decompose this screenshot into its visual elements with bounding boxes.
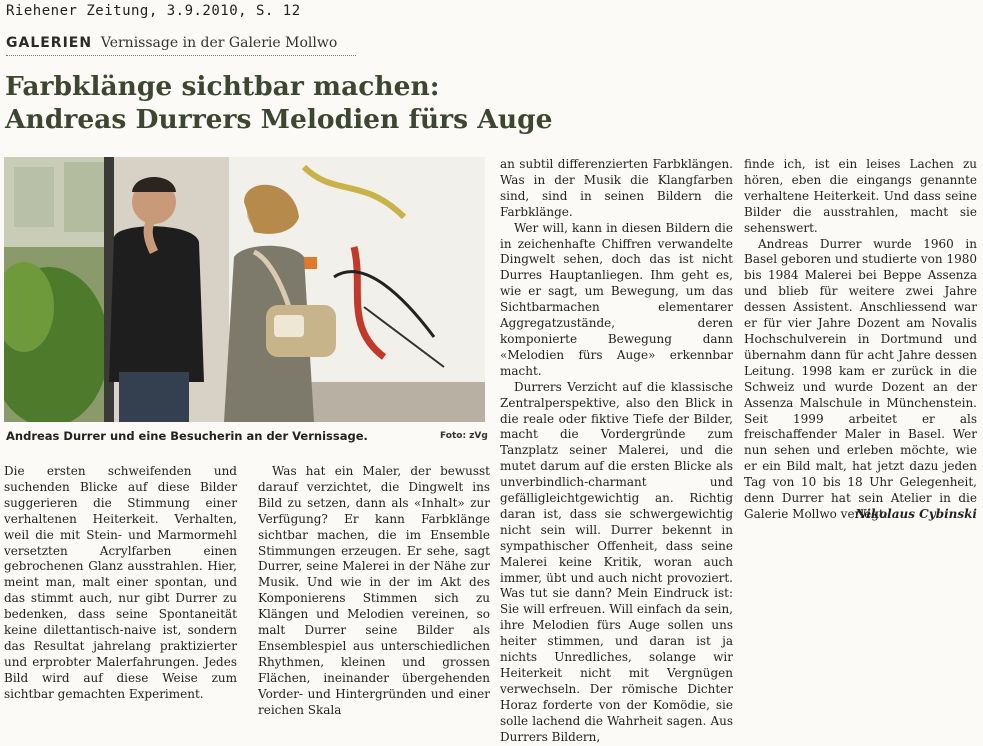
article-column-3 <box>500 157 733 746</box>
article-photo <box>4 157 485 422</box>
section-subtitle: Vernissage in der Galerie Mollwo <box>100 35 338 51</box>
paragraph: Was hat ein Maler, der bewusst darauf verzichtet, die Dingwelt ins Bild zu setzen, dann als «Inhalt» zur Verfügung? Er kann Farbklänge sichtbar machen, die im Ensemble Stimmungen erzeugen. Er sehe, sagt Durrer, seine Malerei in der Nähe zur Musik. Und wie in der im Akt des Komponierens Stimmen sich zu Klängen und Melodien vereinen, so malt Durrer seine Bilder als Ensemblespiel aus unterschiedlichen Rhythmen, kleinen und grossen Flächen, ineinander übergehenden Vorder- und Hintergründen und einer reichen Skala <box>258 464 490 717</box>
article-column-1 <box>4 464 237 703</box>
rubric-divider <box>6 55 356 56</box>
paragraph: an subtil differenzierten Farbklängen. Was in der Musik die Klangfarben sind, sind in seinen Bildern die Farbklänge. <box>500 157 733 219</box>
section-rubric <box>6 33 337 51</box>
photo-credit: Foto: zVg <box>440 431 488 441</box>
newspaper-masthead: Riehener Zeitung, 3.9.2010, S. 12 <box>6 3 301 19</box>
article-author: Nikolaus Cybinski <box>855 506 977 521</box>
section-kicker: GALERIEN <box>6 35 93 51</box>
paragraph: Die ersten schweifenden und suchenden Blicke auf diese Bilder suggerieren die Stimmung einer verhaltenen Heiterkeit. Verhalten, weil die mit Stein- und Marmormehl versetzten Acrylfarben einen gebrochenen Glanz ausstrahlen. Hier, meint man, malt einer spontan, und das stimmt auch, nur gibt Durrer zu bedenken, dass seine Spontaneität keine dilettantisch-naive ist, sondern das Resultat jahrelang praktizierter und erprobter Malerfahrungen. Jedes Bild wird auf diese Weise zum sichtbar gemachten Experiment. <box>4 464 237 701</box>
article-headline <box>5 70 565 136</box>
article-column-2 <box>258 464 490 719</box>
headline-line-2: Andreas Durrers Melodien fürs Auge <box>5 104 553 135</box>
paragraph: Wer will, kann in diesen Bildern die in zeichenhafte Chiffren verwandelte Dingwelt sehen, doch das ist nicht Durres Hauptanliegen. Ihm geht es, wie er sagt, um Bewegung, um das Sichtbarmachen elementarer Aggregatzustände, deren komponierte Bewegung dann «Melodien fürs Auge» erkennbar macht. <box>500 220 733 378</box>
headline-line-1: Farbklänge sichtbar machen: <box>5 71 440 102</box>
article-column-4 <box>744 157 977 523</box>
paragraph: finde ich, ist ein leises Lachen zu hören, eben die eingangs genannte verhaltene Heiterkeit. Und dass seine Bilder die ausstrahlen, macht sie sehenswert. <box>744 157 977 235</box>
photo-caption: Andreas Durrer und eine Besucherin an der Vernissage. <box>6 429 368 443</box>
paragraph: Durrers Verzicht auf die klassische Zentralperspektive, also den Blick in die reale oder fiktive Tiefe der Bilder, macht die Vordergründe zum Tanzplatz seiner Malerei, und die mutet darum auf die ersten Blicke als unverbindlich-charmant und gefälligleichtgewichtig an. Richtig daran ist, dass sie schwergewichtig nicht sein will. Durrer bekennt in sympathischer Offenheit, dass seine Malerei keine Kritik, woran auch immer, übt und auch nicht provoziert. Was tut sie dann? Mein Eindruck ist: Sie will erfreuen. Will einfach da sein, ihre Melodien fürs Auge sollen uns heiter stimmen, und daran ist ja nichts Unredliches, solange wir Heiterkeit nicht mit Vergnügen verwechseln. Der römische Dichter Horaz forderte von der Komödie, sie solle lachend die Wahrheit sagen. Aus Durrers Bildern, <box>500 379 733 744</box>
photo-illustration <box>4 157 485 422</box>
paragraph: Andreas Durrer wurde 1960 in Basel geboren und studierte von 1980 bis 1984 Malerei bei Beppe Assenza und blieb für weitere zwei Jahre dessen Assistent. Anschliessend war er für vier Jahre Dozent am Novalis Hochschulverein in Dortmund und übernahm dann für acht Jahre dessen Leitung. 1998 kam er zurück in die Schweiz und wurde Dozent an der Assenza Malschule in Münchenstein. Seit 1999 arbeitet er als freischaffender Maler in Basel. Wer nun sehen und erleben möchte, wie er ein Bild malt, hat jetzt dazu jeden Tag von 10 bis 18 Uhr Gelegenheit, denn Durrer hat sein Atelier in die Galerie Mollwo verlegt. <box>744 236 977 521</box>
